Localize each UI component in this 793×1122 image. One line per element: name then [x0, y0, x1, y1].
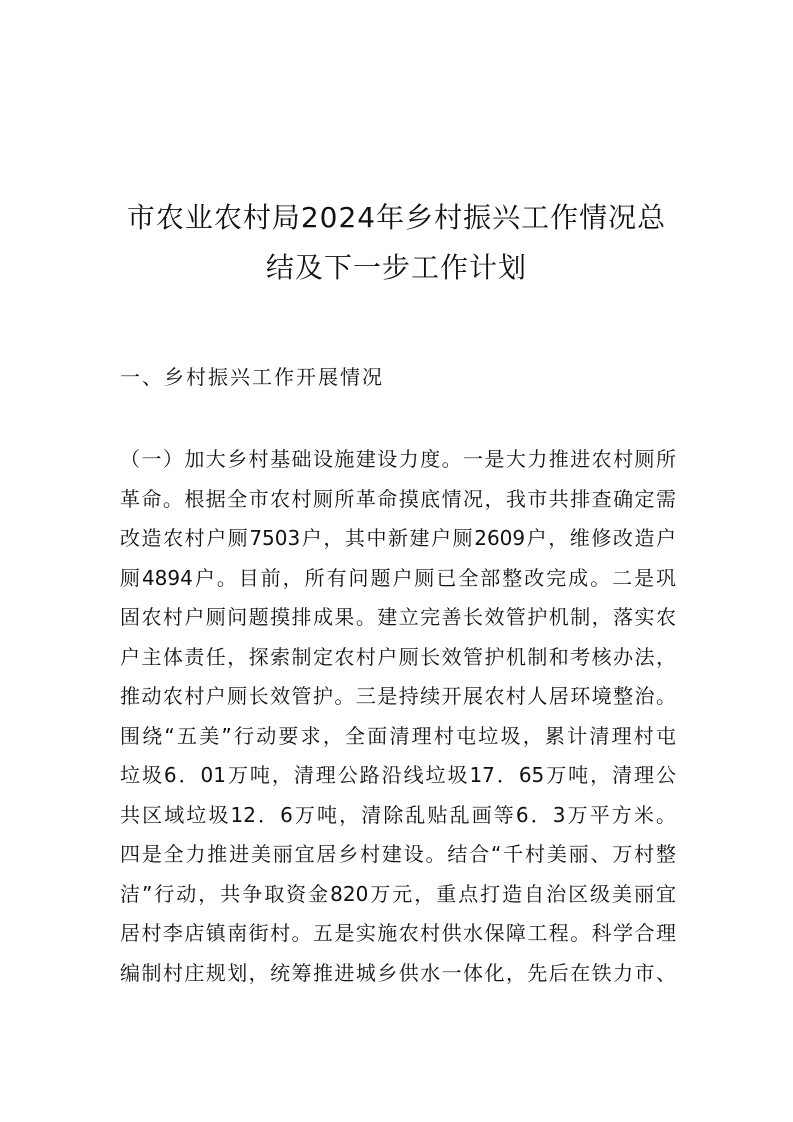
- body-line: 居村李店镇南街村。五是实施农村供水保障工程。科学合理: [120, 921, 676, 945]
- title-line-1: 市农业农村局2024年乡村振兴工作情况总: [126, 201, 667, 234]
- body-line: 四是全力推进美丽宜居乡村建设。结合“千村美丽、万村整: [120, 842, 676, 866]
- body-paragraph: [120, 440, 676, 993]
- body-line: 推动农村户厕长效管护。三是持续开展农村人居环境整治。: [120, 684, 676, 708]
- section-heading: 一、乡村振兴工作开展情况: [120, 365, 384, 389]
- body-line: 围绕“五美”行动要求，全面清理村屯垃圾，累计清理村屯: [120, 723, 676, 748]
- body-line: 共区域垃圾12．6万吨，清除乱贴乱画等6．3万平方米。: [120, 802, 676, 827]
- body-line: 编制村庄规划，统筹推进城乡供水一体化，先后在铁力市、: [120, 960, 676, 985]
- body-line: 固农村户厕问题摸排成果。建立完善长效管护机制，落实农: [120, 605, 676, 629]
- body-line: 垃圾6．01万吨，清理公路沿线垃圾17．65万吨，清理公: [120, 763, 676, 787]
- body-line: （一）加大乡村基础设施建设力度。一是大力推进农村厕所: [120, 447, 676, 471]
- title-line-2: 结及下一步工作计划: [265, 251, 527, 284]
- body-line: 改造农村户厕7503户，其中新建户厕2609户，维修改造户: [120, 526, 676, 550]
- document-title: [100, 193, 693, 293]
- body-line: 厕4894户。目前，所有问题户厕已全部整改完成。二是巩: [120, 565, 676, 590]
- body-line: 户主体责任，探索制定农村户厕长效管护机制和考核办法，: [120, 644, 676, 669]
- body-line: 洁”行动，共争取资金820万元，重点打造自治区级美丽宜: [120, 881, 676, 906]
- body-line: 革命。根据全市农村厕所革命摸底情况，我市共排查确定需: [120, 486, 676, 511]
